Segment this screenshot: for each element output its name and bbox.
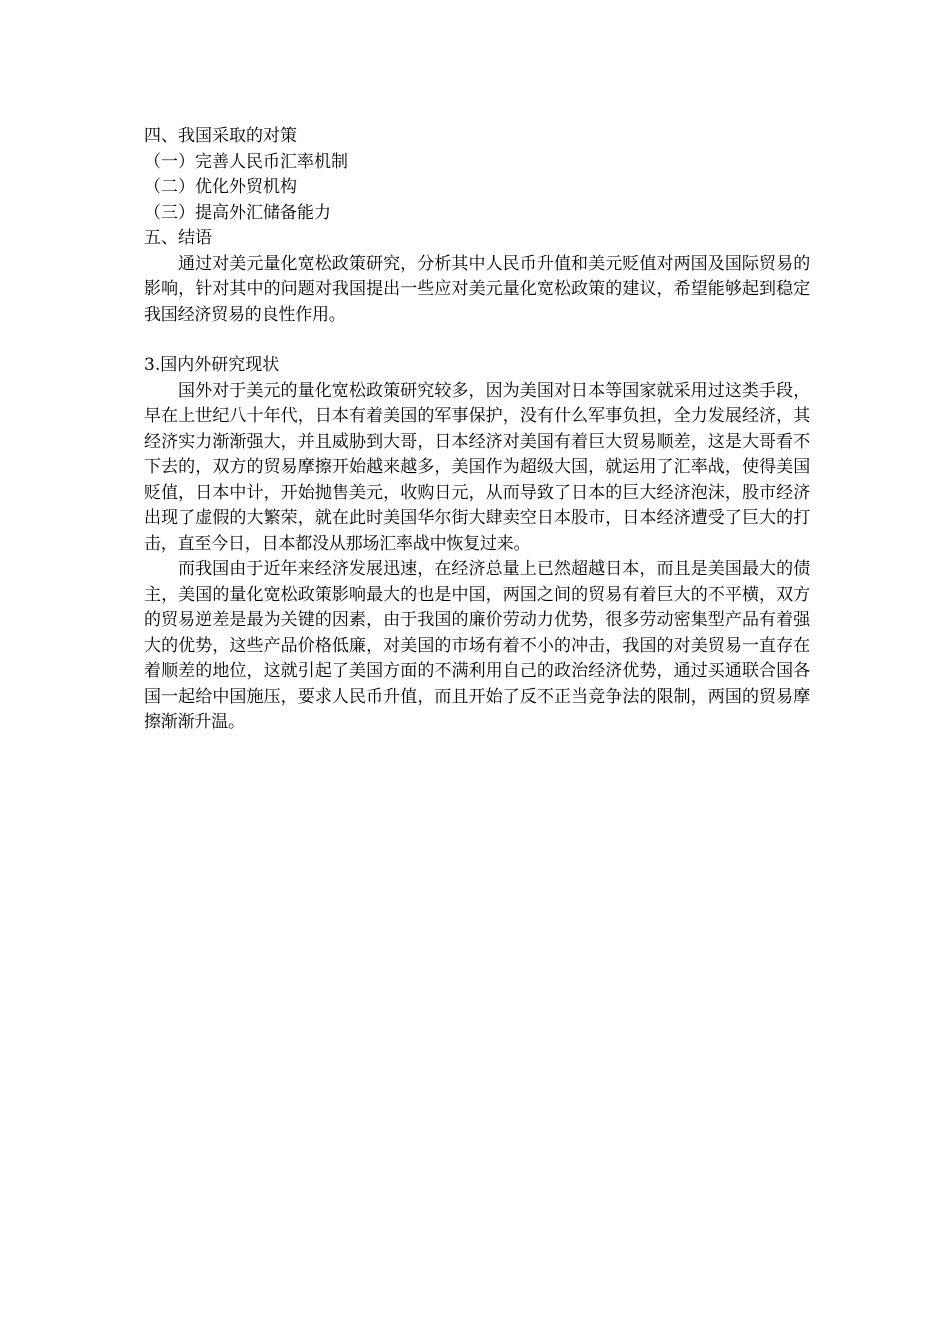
section-5-heading: 五、结语 bbox=[144, 228, 212, 248]
section-4-heading: 四、我国采取的对策 bbox=[144, 126, 297, 146]
paragraph-gap bbox=[144, 328, 810, 353]
research-paragraph-domestic: 而我国由于近年来经济发展迅速，在经济总量上已然超越日本，而且是美国最大的债主，美国的量化宽松政策影响最大的也是中国，两国之间的贸易有着巨大的不平横，双方的贸易逆差是最为关键的因素，由于我国的廉价劳动力优势，很多劳动密集型产品有着强大的优势，这些产品价格低廉，对美国的市场有着不小的冲击，我国的对美贸易一直存在着顺差的地位，这就引起了美国方面的不满利用自己的政治经济优势，通过买通联合国各国一起给中国施压，要求人民币升值，而且开始了反不正当竞争法的限制，两国的贸易摩擦渐渐升温。 bbox=[144, 559, 810, 732]
research-paragraph-foreign: 国外对于美元的量化宽松政策研究较多，因为美国对日本等国家就采用过这类手段，早在上世纪八十年代，日本有着美国的军事保护，没有什么军事负担，全力发展经济，其经济实力渐渐强大，并且威胁到大哥，日本经济对美国有着巨大贸易顺差，这是大哥看不下去的，双方的贸易摩擦开始越来越多，美国作为超级大国，就运用了汇率战，使得美国贬值，日本中计，开始抛售美元，收购日元，从而导致了日本的巨大经济泡沫，股市经济出现了虚假的大繁荣，就在此时美国华尔街大肆卖空日本股市，日本经济遭受了巨大的打击，直至今日，日本都没从那场汇率战中恢复过来。 bbox=[144, 380, 810, 554]
section-4-item-1: （一）完善人民币汇率机制 bbox=[144, 151, 348, 172]
conclusion-paragraph: 通过对美元量化宽松政策研究，分析其中人民币升值和美元贬值对两国及国际贸易的影响，针对其中的问题对我国提出一些应对美元量化宽松政策的建议，希望能够起到稳定我国经济贸易的良性作用。 bbox=[144, 253, 810, 325]
section-4-item-3: （三）提高外汇储备能力 bbox=[144, 202, 331, 223]
document-page bbox=[144, 124, 810, 736]
section-3-heading: 3.国内外研究现状 bbox=[144, 355, 280, 375]
section-4-item-2: （二）优化外贸机构 bbox=[144, 177, 297, 197]
